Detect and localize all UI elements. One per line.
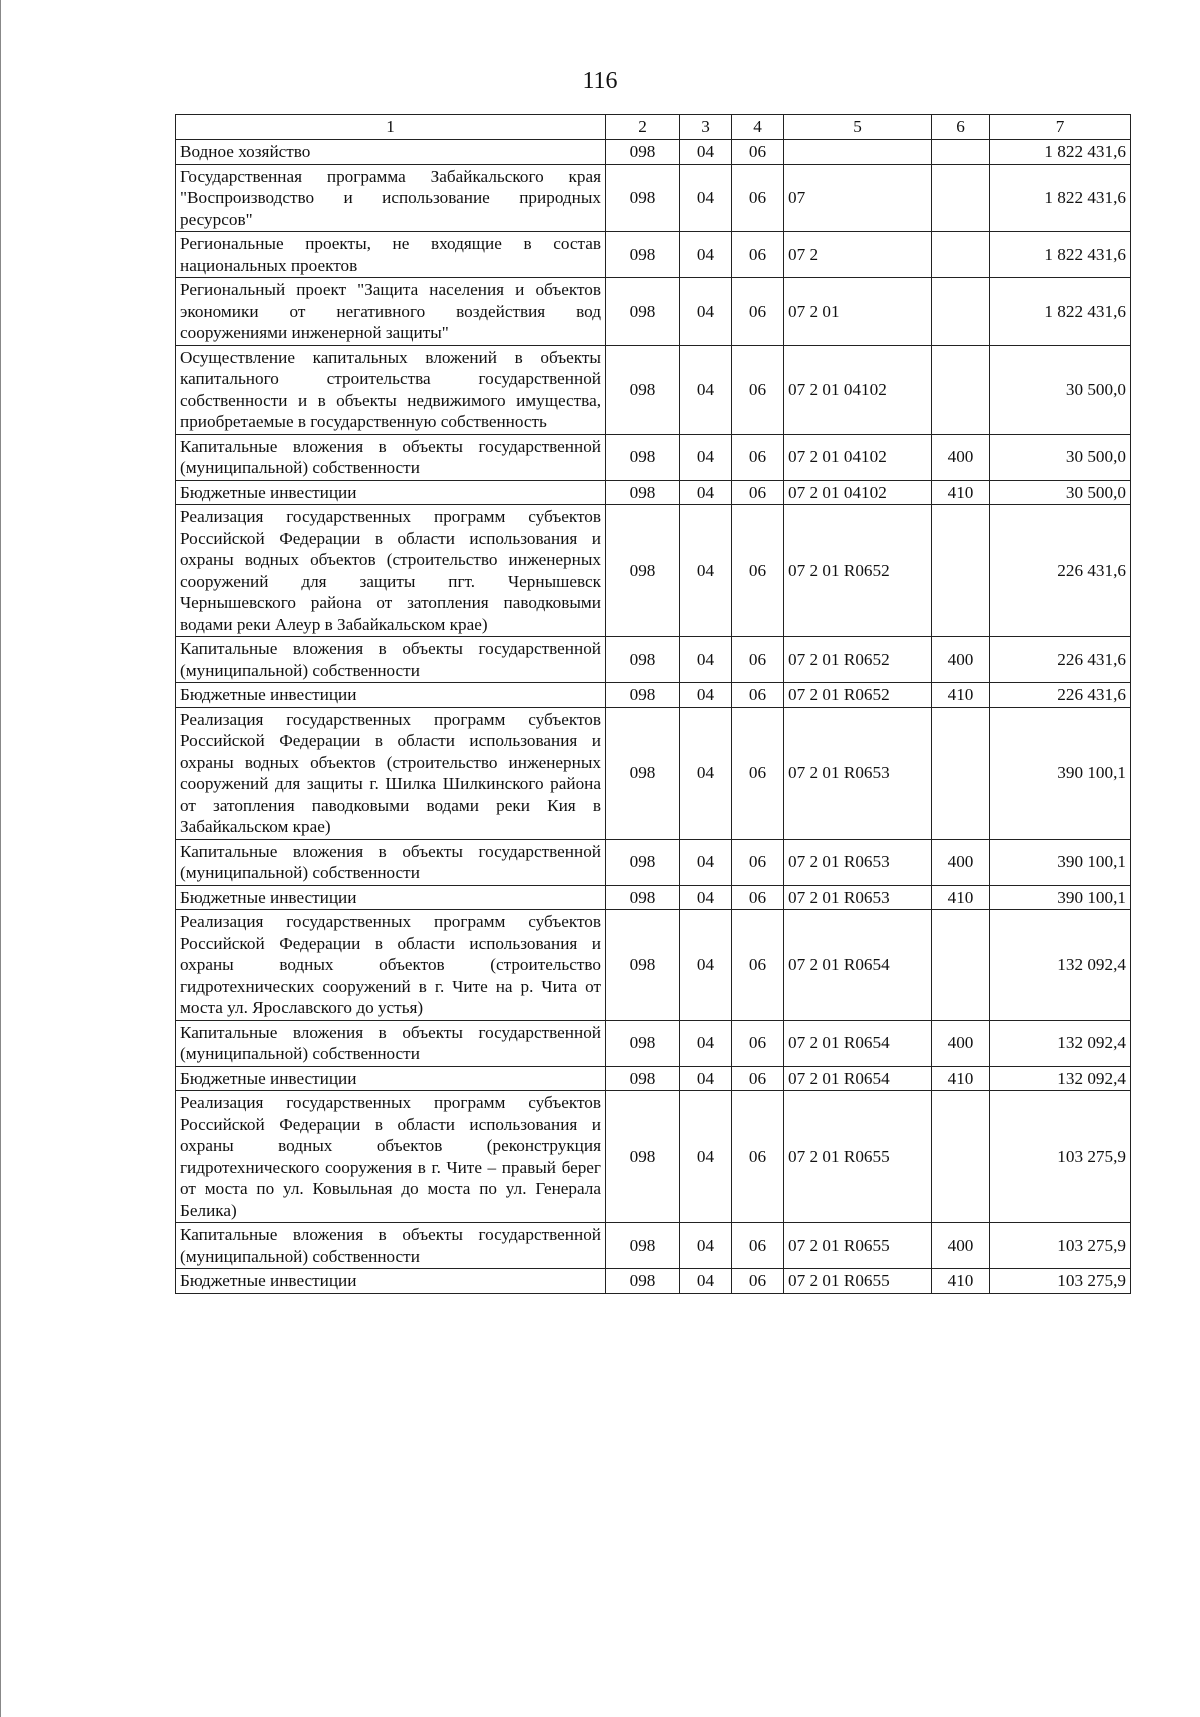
scan-edge-line <box>0 0 1 1717</box>
cell-subsection-code: 06 <box>732 1066 784 1091</box>
cell-section-code: 04 <box>680 1223 732 1269</box>
row-description: Реализация государственных программ субъектов Российской Федерации в области использования и охраны водных объектов (строительство инженерных сооружений для защиты г. Шилка Шилкинского района от затопления паводковыми водами реки Кия в Забайкальском крае) <box>176 707 606 839</box>
cell-expense-type: 400 <box>932 839 990 885</box>
cell-expense-type: 400 <box>932 434 990 480</box>
table-row <box>176 505 1131 637</box>
cell-subsection-code: 06 <box>732 278 784 346</box>
row-description: Капитальные вложения в объекты государственной (муниципальной) собственности <box>176 839 606 885</box>
table-row <box>176 683 1131 708</box>
cell-section-code: 04 <box>680 1091 732 1223</box>
cell-subsection-code: 06 <box>732 1020 784 1066</box>
cell-subsection-code: 06 <box>732 345 784 434</box>
cell-amount: 132 092,4 <box>990 910 1131 1021</box>
cell-target-article: 07 2 01 R0652 <box>784 683 932 708</box>
cell-chapter-code: 098 <box>606 278 680 346</box>
header-row <box>176 115 1131 140</box>
row-description: Капитальные вложения в объекты государственной (муниципальной) собственности <box>176 1020 606 1066</box>
column-header: 4 <box>732 115 784 140</box>
cell-chapter-code: 098 <box>606 345 680 434</box>
table-row <box>176 232 1131 278</box>
cell-target-article: 07 <box>784 164 932 232</box>
cell-target-article: 07 2 01 R0654 <box>784 1020 932 1066</box>
cell-target-article: 07 2 01 04102 <box>784 345 932 434</box>
cell-amount: 103 275,9 <box>990 1091 1131 1223</box>
cell-chapter-code: 098 <box>606 707 680 839</box>
cell-amount: 1 822 431,6 <box>990 140 1131 165</box>
cell-section-code: 04 <box>680 707 732 839</box>
cell-target-article: 07 2 01 R0653 <box>784 839 932 885</box>
cell-expense-type <box>932 278 990 346</box>
cell-chapter-code: 098 <box>606 480 680 505</box>
cell-subsection-code: 06 <box>732 232 784 278</box>
cell-subsection-code: 06 <box>732 505 784 637</box>
row-description: Реализация государственных программ субъектов Российской Федерации в области использования и охраны водных объектов (строительство инженерных сооружений для защиты пгт. Чернышевск Чернышевского района от затопления паводковыми водами реки Алеур в Забайкальском крае) <box>176 505 606 637</box>
cell-target-article: 07 2 01 R0655 <box>784 1269 932 1294</box>
cell-section-code: 04 <box>680 278 732 346</box>
table-row <box>176 1223 1131 1269</box>
row-description: Региональный проект "Защита населения и объектов экономики от негативного воздействия вод сооружениями инженерной защиты" <box>176 278 606 346</box>
column-header: 2 <box>606 115 680 140</box>
cell-amount: 390 100,1 <box>990 885 1131 910</box>
column-header: 6 <box>932 115 990 140</box>
table-row <box>176 345 1131 434</box>
cell-subsection-code: 06 <box>732 707 784 839</box>
row-description: Реализация государственных программ субъектов Российской Федерации в области использования и охраны водных объектов (строительство гидротехнических сооружений в г. Чите на р. Чита от моста ул. Ярославского до устья) <box>176 910 606 1021</box>
cell-chapter-code: 098 <box>606 232 680 278</box>
table-row <box>176 164 1131 232</box>
cell-amount: 390 100,1 <box>990 839 1131 885</box>
cell-expense-type: 410 <box>932 1066 990 1091</box>
cell-target-article: 07 2 01 04102 <box>784 434 932 480</box>
cell-subsection-code: 06 <box>732 140 784 165</box>
cell-target-article: 07 2 01 R0654 <box>784 1066 932 1091</box>
cell-section-code: 04 <box>680 345 732 434</box>
cell-subsection-code: 06 <box>732 1091 784 1223</box>
cell-expense-type: 400 <box>932 1020 990 1066</box>
cell-expense-type <box>932 140 990 165</box>
row-description: Реализация государственных программ субъектов Российской Федерации в области использования и охраны водных объектов (реконструкция гидротехнического сооружения в г. Чите – правый берег от моста по ул. Ковыльная до моста по ул. Генерала Белика) <box>176 1091 606 1223</box>
cell-expense-type: 400 <box>932 1223 990 1269</box>
cell-section-code: 04 <box>680 839 732 885</box>
cell-target-article: 07 2 01 R0655 <box>784 1223 932 1269</box>
row-description: Осуществление капитальных вложений в объекты капитального строительства государственной собственности и в объекты недвижимого имущества, приобретаемые в государственную собственность <box>176 345 606 434</box>
table-row <box>176 637 1131 683</box>
column-header: 7 <box>990 115 1131 140</box>
cell-chapter-code: 098 <box>606 910 680 1021</box>
column-header: 3 <box>680 115 732 140</box>
cell-chapter-code: 098 <box>606 885 680 910</box>
cell-amount: 1 822 431,6 <box>990 232 1131 278</box>
cell-amount: 132 092,4 <box>990 1020 1131 1066</box>
cell-amount: 1 822 431,6 <box>990 164 1131 232</box>
cell-section-code: 04 <box>680 505 732 637</box>
cell-section-code: 04 <box>680 683 732 708</box>
row-description: Бюджетные инвестиции <box>176 1066 606 1091</box>
cell-chapter-code: 098 <box>606 164 680 232</box>
budget-table <box>175 114 1131 1294</box>
cell-subsection-code: 06 <box>732 910 784 1021</box>
cell-section-code: 04 <box>680 140 732 165</box>
row-description: Капитальные вложения в объекты государственной (муниципальной) собственности <box>176 1223 606 1269</box>
cell-chapter-code: 098 <box>606 1066 680 1091</box>
cell-amount: 226 431,6 <box>990 505 1131 637</box>
cell-chapter-code: 098 <box>606 637 680 683</box>
cell-expense-type <box>932 505 990 637</box>
cell-amount: 1 822 431,6 <box>990 278 1131 346</box>
cell-subsection-code: 06 <box>732 480 784 505</box>
cell-expense-type <box>932 164 990 232</box>
cell-chapter-code: 098 <box>606 1269 680 1294</box>
table-row <box>176 910 1131 1021</box>
cell-section-code: 04 <box>680 232 732 278</box>
column-header: 5 <box>784 115 932 140</box>
cell-section-code: 04 <box>680 1269 732 1294</box>
table-row <box>176 1269 1131 1294</box>
cell-amount: 132 092,4 <box>990 1066 1131 1091</box>
table-row <box>176 278 1131 346</box>
cell-amount: 226 431,6 <box>990 637 1131 683</box>
cell-section-code: 04 <box>680 164 732 232</box>
cell-expense-type <box>932 1091 990 1223</box>
cell-expense-type <box>932 910 990 1021</box>
row-description: Бюджетные инвестиции <box>176 885 606 910</box>
cell-chapter-code: 098 <box>606 683 680 708</box>
cell-chapter-code: 098 <box>606 1020 680 1066</box>
row-description: Бюджетные инвестиции <box>176 1269 606 1294</box>
cell-subsection-code: 06 <box>732 839 784 885</box>
cell-expense-type: 410 <box>932 1269 990 1294</box>
row-description: Капитальные вложения в объекты государственной (муниципальной) собственности <box>176 637 606 683</box>
cell-target-article: 07 2 01 R0653 <box>784 885 932 910</box>
table-row <box>176 480 1131 505</box>
cell-section-code: 04 <box>680 480 732 505</box>
row-description: Капитальные вложения в объекты государственной (муниципальной) собственности <box>176 434 606 480</box>
cell-section-code: 04 <box>680 885 732 910</box>
cell-amount: 30 500,0 <box>990 480 1131 505</box>
cell-target-article <box>784 140 932 165</box>
cell-amount: 226 431,6 <box>990 683 1131 708</box>
cell-amount: 390 100,1 <box>990 707 1131 839</box>
cell-target-article: 07 2 01 R0652 <box>784 637 932 683</box>
page-number: 116 <box>582 68 618 94</box>
cell-section-code: 04 <box>680 910 732 1021</box>
row-description: Региональные проекты, не входящие в состав национальных проектов <box>176 232 606 278</box>
cell-expense-type: 410 <box>932 885 990 910</box>
table-row <box>176 1020 1131 1066</box>
cell-chapter-code: 098 <box>606 1223 680 1269</box>
cell-expense-type <box>932 232 990 278</box>
table-body <box>176 140 1131 1294</box>
cell-amount: 30 500,0 <box>990 434 1131 480</box>
cell-target-article: 07 2 01 <box>784 278 932 346</box>
cell-chapter-code: 098 <box>606 140 680 165</box>
row-description: Бюджетные инвестиции <box>176 683 606 708</box>
table-row <box>176 885 1131 910</box>
cell-target-article: 07 2 <box>784 232 932 278</box>
cell-section-code: 04 <box>680 434 732 480</box>
cell-target-article: 07 2 01 R0654 <box>784 910 932 1021</box>
cell-chapter-code: 098 <box>606 839 680 885</box>
table-row <box>176 839 1131 885</box>
cell-target-article: 07 2 01 R0653 <box>784 707 932 839</box>
cell-expense-type <box>932 707 990 839</box>
cell-amount: 103 275,9 <box>990 1223 1131 1269</box>
table-row <box>176 434 1131 480</box>
cell-target-article: 07 2 01 R0652 <box>784 505 932 637</box>
cell-subsection-code: 06 <box>732 164 784 232</box>
cell-section-code: 04 <box>680 1020 732 1066</box>
table-row <box>176 140 1131 165</box>
cell-subsection-code: 06 <box>732 637 784 683</box>
table-row <box>176 707 1131 839</box>
cell-expense-type: 410 <box>932 683 990 708</box>
cell-subsection-code: 06 <box>732 683 784 708</box>
cell-amount: 103 275,9 <box>990 1269 1131 1294</box>
cell-expense-type: 410 <box>932 480 990 505</box>
cell-chapter-code: 098 <box>606 434 680 480</box>
cell-target-article: 07 2 01 R0655 <box>784 1091 932 1223</box>
cell-chapter-code: 098 <box>606 1091 680 1223</box>
row-description: Государственная программа Забайкальского края "Воспроизводство и использование природных ресурсов" <box>176 164 606 232</box>
cell-subsection-code: 06 <box>732 1223 784 1269</box>
cell-subsection-code: 06 <box>732 434 784 480</box>
cell-chapter-code: 098 <box>606 505 680 637</box>
cell-target-article: 07 2 01 04102 <box>784 480 932 505</box>
column-header: 1 <box>176 115 606 140</box>
row-description: Водное хозяйство <box>176 140 606 165</box>
table-row <box>176 1066 1131 1091</box>
cell-subsection-code: 06 <box>732 1269 784 1294</box>
cell-amount: 30 500,0 <box>990 345 1131 434</box>
cell-section-code: 04 <box>680 637 732 683</box>
cell-expense-type: 400 <box>932 637 990 683</box>
cell-section-code: 04 <box>680 1066 732 1091</box>
table-row <box>176 1091 1131 1223</box>
row-description: Бюджетные инвестиции <box>176 480 606 505</box>
cell-subsection-code: 06 <box>732 885 784 910</box>
cell-expense-type <box>932 345 990 434</box>
